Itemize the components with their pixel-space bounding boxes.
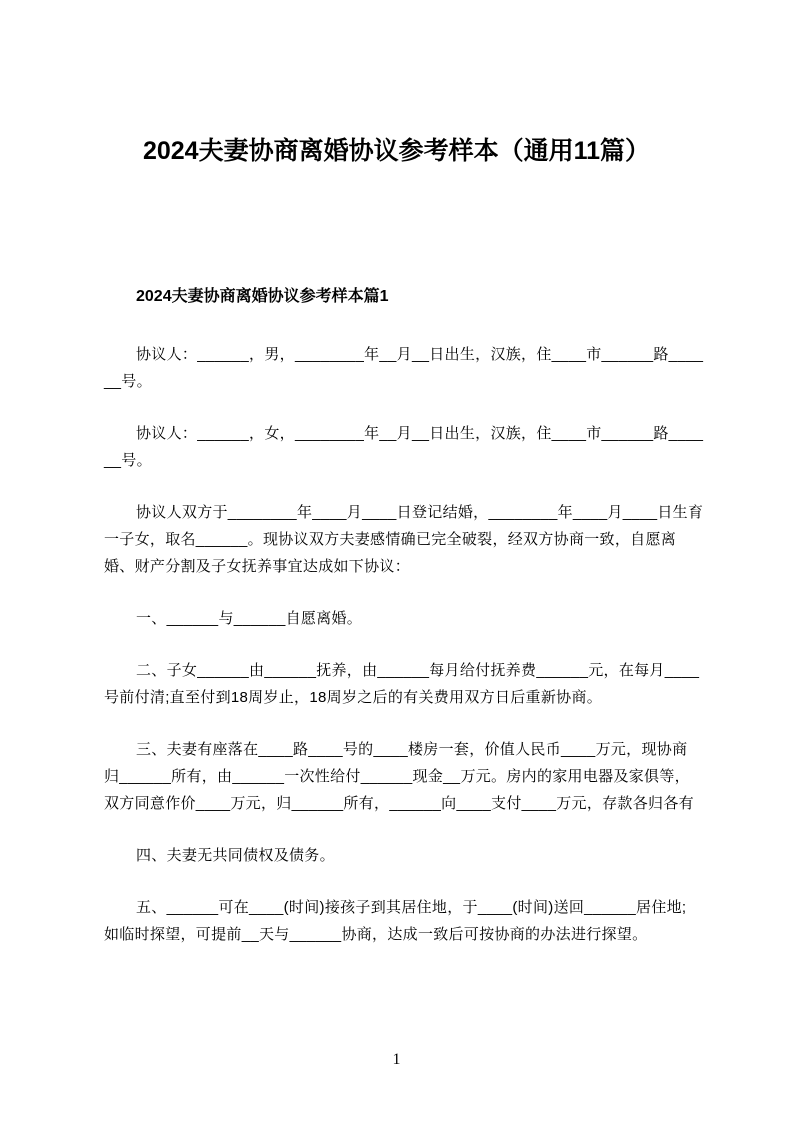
paragraph-clause-5 xyxy=(104,894,784,948)
paragraph-marriage-intro xyxy=(104,499,784,580)
paragraph-line: 如临时探望，可提前__天与______协商，达成一致后可按协商的办法进行探望。 xyxy=(104,926,648,943)
paragraph-line: 协议人：______，男，________年__月__日出生，汉族，住____市______路____ xyxy=(136,346,704,363)
paragraph-line: 一、______与______自愿离婚。 xyxy=(136,610,363,627)
paragraph-line: 二、子女______由______抚养，由______每月给付抚养费______元，在每月____ xyxy=(136,662,700,679)
paragraph-line: 协议人：______，女，________年__月__日出生，汉族，住____市______路____ xyxy=(136,425,704,442)
document-body xyxy=(104,341,784,973)
page-number: 1 xyxy=(392,1051,401,1068)
paragraph-party-male xyxy=(104,341,784,395)
paragraph-line: __号。 xyxy=(104,373,152,390)
paragraph-line: 五、______可在____(时间)接孩子到其居住地，于____(时间)送回______居住地; xyxy=(136,899,687,916)
paragraph-party-female xyxy=(104,420,784,474)
paragraph-line: 四、夫妻无共同债权及债务。 xyxy=(136,847,335,864)
paragraph-line: 双方同意作价____万元，归______所有，______向____支付____万元，存款各归各有 xyxy=(104,795,694,812)
paragraph-clause-3 xyxy=(104,736,784,817)
paragraph-line: __号。 xyxy=(104,452,152,469)
paragraph-line: 归______所有，由______一次性给付______现金__万元。房内的家用电器及家俱等， xyxy=(104,768,690,785)
document-title: 2024夫妻协商离婚协议参考样本（通用11篇） xyxy=(142,137,651,165)
paragraph-line: 婚、财产分割及子女抚养事宜达成如下协议： xyxy=(104,558,411,575)
paragraph-line: 号前付清;直至付到18周岁止，18周岁之后的有关费用双方日后重新协商。 xyxy=(104,689,603,706)
paragraph-line: 三、夫妻有座落在____路____号的____楼房一套，价值人民币____万元，现协商 xyxy=(136,741,688,758)
paragraph-line: 一子女，取名______。现协议双方夫妻感情确已完全破裂，经双方协商一致，自愿离 xyxy=(104,531,677,548)
paragraph-clause-1 xyxy=(104,605,784,632)
paragraph-clause-2 xyxy=(104,657,784,711)
paragraph-clause-4 xyxy=(104,842,784,869)
paragraph-line: 协议人双方于________年____月____日登记结婚，________年____月____日生育 xyxy=(136,504,704,521)
section-heading: 2024夫妻协商离婚协议参考样本篇1 xyxy=(136,288,389,305)
